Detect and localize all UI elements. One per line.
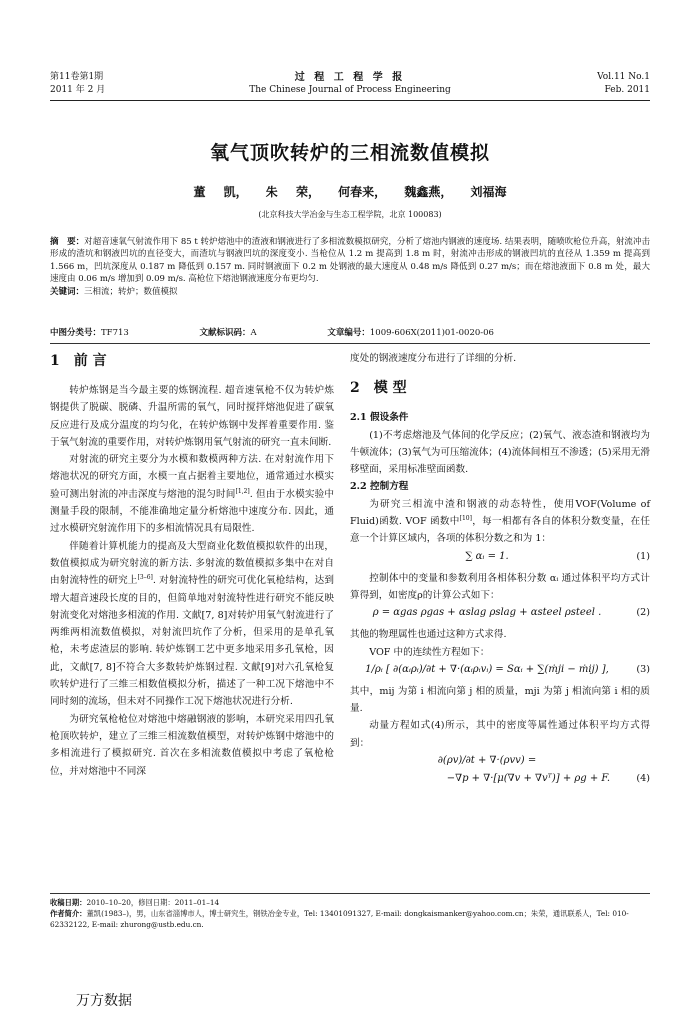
paragraph: 其他的物理属性也通过这种方式求得. xyxy=(350,629,507,641)
paper-title: 氧气顶吹转炉的三相流数值模拟 xyxy=(209,142,490,164)
running-header xyxy=(50,71,650,101)
subsection-2-2: 2.2 控制方程 xyxy=(350,481,409,493)
journal-cn: 过 程 工 程 学 报 xyxy=(294,72,406,83)
paragraph: 为研究氧枪枪位对熔池中熔融钢液的影响，本研究采用四孔氧枪顶吹转炉，建立了三维三相流数值模型，对转炉炼钢中熔池中的多相流进行了模拟研究. 首次在多相流数值模拟中考虑了氧枪枪位，并对熔池中不同深 xyxy=(50,713,334,777)
header-center xyxy=(50,71,650,97)
clc-label: 中图分类号： xyxy=(50,328,102,338)
author-list: 董 凯， 朱 荣， 何春来， 魏鑫燕， 刘福海 xyxy=(193,185,507,199)
subsection-2-1: 2.1 假设条件 xyxy=(350,412,409,424)
paragraph: 为研究三相流中渣和钢液的动态特性，使用VOF(Volume of Fluid)函数. VOF 函数中[10]，每一相都有各自的体积分数变量，在任意一个计算区域内，各项的体积分数之和为 1： xyxy=(350,498,650,545)
footnote-rule xyxy=(50,893,650,894)
volume-en: Vol.11 No.1 xyxy=(597,72,650,82)
equation-4: ∂(ρv)/∂t + ∇·(ρvv) = −∇p + ∇·[μ(∇v + ∇vᵀ)] + ρg + F. (4) xyxy=(437,755,650,785)
doc-code-value: A xyxy=(250,328,257,338)
paragraph: 控制体中的变量和参数利用各相体积分数 αᵢ 通过体积平均方式计算得到，如密度ρ的计算公式如下： xyxy=(350,572,650,601)
author-bio-label: 作者简介： xyxy=(50,909,87,918)
footnote xyxy=(50,897,650,930)
equation-3: 1/ρᵢ [ ∂(αᵢρᵢ)/∂t + ∇·(αᵢρᵢvᵢ) = Sαᵢ + ∑(ṁji − ṁij) ], (3) xyxy=(365,663,650,675)
paragraph: 动量方程如式(4)所示，其中的密度等属性通过体积平均方式得到： xyxy=(350,720,650,749)
journal-en: The Chinese Journal of Process Engineering xyxy=(249,85,451,95)
volume-cn: 第11卷第1期 xyxy=(50,72,104,82)
equation-2: ρ = αgas ρgas + αslag ρslag + αsteel ρsteel . (2) xyxy=(372,607,650,619)
citation: [10] xyxy=(459,514,472,522)
paragraph: VOF 中的连续性方程如下： xyxy=(369,646,490,658)
doc-code-label: 文献标识码： xyxy=(199,328,251,338)
date-cn: 2011 年 2 月 xyxy=(50,85,106,95)
citation: [1,2] xyxy=(235,487,250,495)
paragraph: 对射流的研究主要分为水模和数模两种方法. 在对射流作用下熔池状况的研究方面，水模一直占据着主要地位，通常通过水模实验可测出射流的冲击深度与熔池的混匀时间[1,2]. 但由于水模实验中测量手段的限制，不能准确地定量分析熔池中速度分布. 因此，通过水模研究射流作用下的多相流情况具有局限性. xyxy=(50,454,335,535)
paragraph: 度处的钢液速度分布进行了详细的分析. xyxy=(350,353,517,364)
date-en: Feb. 2011 xyxy=(604,85,650,95)
received-dates: 2010–10–20，修回日期：2011–01–14 xyxy=(86,898,220,907)
paragraph: (1)不考虑熔池及气体间的化学反应；(2)氧气、液态渣和钢液均为牛顿流体；(3)氧气为可压缩流体；(4)流体间相互不渗透；(5)采用无滑移壁面，采用标准壁面函数. xyxy=(350,429,650,476)
abstract-text: 对超音速氧气射流作用下 85 t 转炉熔池中的渣液和钢液进行了多相流数模拟研究，分析了熔池内钢液的速度场. 结果表明，随喷吹枪位升高，射流冲击形成的渣坑和钢液凹坑的直径变大，而渣坑与钢液凹坑的深度变小. 当枪位从 1.2 m 提高到 1.8 m 时，射流冲击形成的钢液凹坑的直径从 1.359 m 提高到 1.566 m，凹坑深度从 0.187 m 降低到 0.157 m. 同时钢液面下 0.2 m 处钢液的最大速度从 0.48 m/s 降低到 0.27 m/s；而在熔池液面下 0.8 m 处，最大速度由 0.06 m/s 增加到 0.09 m/s. 高枪位下熔池钢液速度分布更均匀. xyxy=(50,237,650,285)
paragraph: 伴随着计算机能力的提高及大型商业化数值模拟软件的出现，数值模拟成为研究射流的新方法. 多射流的数值模拟多集中在对自由射流特性的研究上[3–6]. 对射流特性的研究可优化氧枪结构，达到增大超音速段长度的目的，但简单地对射流特性进行研究不能反映射流变化对熔池多相流的作用. 文献[7, 8]对转炉用氧气射流进行了两维两相流数值模拟，对射流凹坑作了分析，但采用的是单孔氧枪，未考虑渣层的影响. 转炉炼钢工艺中更多地采用多孔氧枪，因此，文献[7, 8]不符合大多数转炉炼钢过程. 文献[9]对六孔氧枪复吹转炉进行了三维三相数值模拟分析，描述了一种工况下熔池中不同时刻的流场，但未对不同操作工况下熔池状况进行分析. xyxy=(50,540,334,708)
section-2-heading: 2 模 型 xyxy=(350,380,407,397)
classification-line xyxy=(50,326,562,338)
affiliation: (北京科技大学冶金与生态工程学院，北京 100083) xyxy=(258,210,442,219)
article-no-value: 1009-606X(2011)01-0020-06 xyxy=(369,328,494,338)
left-column xyxy=(50,350,334,780)
header-rule xyxy=(50,100,650,101)
keywords: 三相流；转炉；数值模拟 xyxy=(84,286,178,297)
received-label: 收稿日期： xyxy=(50,898,87,907)
equation-1: ∑ αᵢ = 1. (1) xyxy=(465,550,650,562)
paragraph: 其中，mij 为第 i 相流向第 j 相的质量，mji 为第 j 相流向第 i 相的质量. xyxy=(350,685,650,715)
article-no-label: 文章编号： xyxy=(327,328,370,338)
clc-value: TF713 xyxy=(101,328,129,338)
right-column xyxy=(350,350,650,792)
watermark: 万方数据 xyxy=(76,993,132,1009)
abstract-rule xyxy=(50,343,650,344)
author-bio: 董凯(1983–)，男，山东省淄博市人，博士研究生，钢铁冶金专业，Tel: 13401091327, E-mail: dongkaismanker@yahoo.com.cn；朱荣，通讯联系人，Tel: 010-62332122, E-mail: zhurong@ustb.edu.cn. xyxy=(50,909,629,929)
section-1-heading: 1 前 言 xyxy=(50,353,107,369)
abstract xyxy=(50,236,650,298)
paragraph: 转炉炼钢是当今最主要的炼钢流程. 超音速氧枪不仅为转炉炼钢提供了脱碳、脱磷、升温所需的氧气，同时搅拌熔池促进了碳氧反应进行及成分温度的均匀化，在转炉炼钢中发挥着重要作用. 鉴于氧气射流的重要作用，对转炉炼钢用氧气射流的研究一直未间断. xyxy=(50,385,334,448)
abstract-label: 摘 要： xyxy=(50,237,85,247)
citation: [3–6] xyxy=(137,574,153,582)
header-right xyxy=(597,71,650,97)
keywords-label: 关键词： xyxy=(50,286,85,297)
